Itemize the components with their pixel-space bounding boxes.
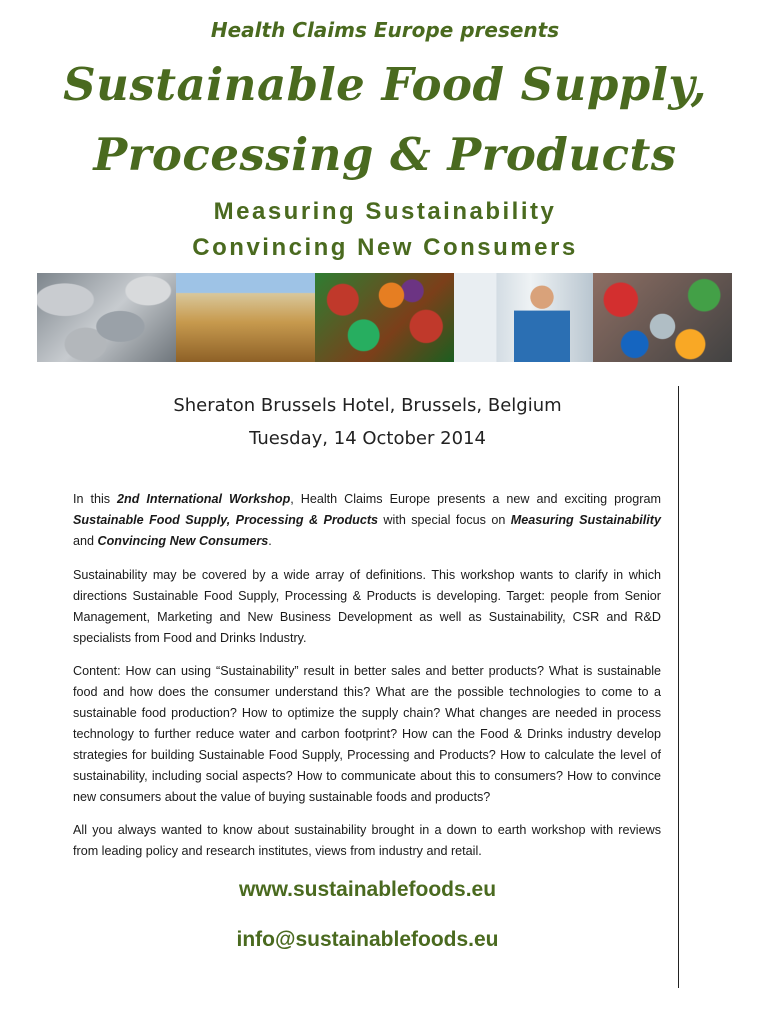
program-emphasis: Sustainable Food Supply, Processing & Products	[73, 513, 379, 527]
presenter-line: Health Claims Europe presents	[210, 18, 560, 42]
intro-paragraph	[73, 489, 661, 552]
subtitle-line-2: Convincing New Consumers	[192, 234, 578, 261]
recycled-cans-photo	[593, 273, 732, 362]
title-line-2: Processing & Products	[93, 128, 677, 181]
website-link[interactable]: www.sustainablefoods.eu	[238, 878, 497, 901]
content-paragraph: Content: How can using “Sustainability” result in better sales and better products? What is sustainable food and how does the consumer understand this? What are the possible technologies to come to a sustainable food production? How to optimize the supply chain? What changes are needed in process technology to further reduce water and carbon footprint? How can the Food & Drinks industry develop strategies for building Sustainable Food Supply, Processing and Products? How to calculate the level of sustainability, including social aspects? How to communicate about this to consumers? How to convince new consumers about the value of buying sustainable foods and products?	[73, 664, 661, 804]
vegetables-photo	[315, 273, 454, 362]
definition-paragraph: Sustainability may be covered by a wide array of definitions. This workshop wants to clarify in which directions Sustainable Food Supply, Processing & Products is developing. Target: people from Senior Management, Marketing and New Business Development as well as Sustainability, CSR and R&D specialists from Food and Drinks Industry.	[73, 568, 661, 645]
intro-text-1: In this	[73, 492, 118, 506]
summary-paragraph: All you always wanted to know about sustainability brought in a down to earth workshop with reviews from leading policy and research institutes, views from industry and retail.	[73, 823, 661, 858]
title-line-1: Sustainable Food Supply,	[63, 58, 707, 111]
intro-text-3: with special focus on	[378, 513, 511, 527]
intro-text-4: and	[73, 534, 98, 548]
intro-text-5: .	[268, 534, 272, 548]
event-date: Tuesday, 14 October 2014	[249, 428, 486, 449]
focus-emphasis-2: Convincing New Consumers	[97, 534, 269, 548]
photo-strip	[37, 273, 732, 362]
supermarket-shopper-photo	[454, 273, 593, 362]
focus-emphasis-1: Measuring Sustainability	[510, 513, 661, 527]
fish-photo	[37, 273, 176, 362]
venue-location: Sheraton Brussels Hotel, Brussels, Belgium	[173, 395, 562, 416]
workshop-emphasis: 2nd International Workshop	[117, 492, 291, 506]
subtitle-line-1: Measuring Sustainability	[213, 198, 557, 225]
wheat-field-photo	[176, 273, 315, 362]
email-link[interactable]: info@sustainablefoods.eu	[236, 928, 499, 951]
intro-text-2: , Health Claims Europe presents a new and exciting program	[290, 492, 661, 506]
